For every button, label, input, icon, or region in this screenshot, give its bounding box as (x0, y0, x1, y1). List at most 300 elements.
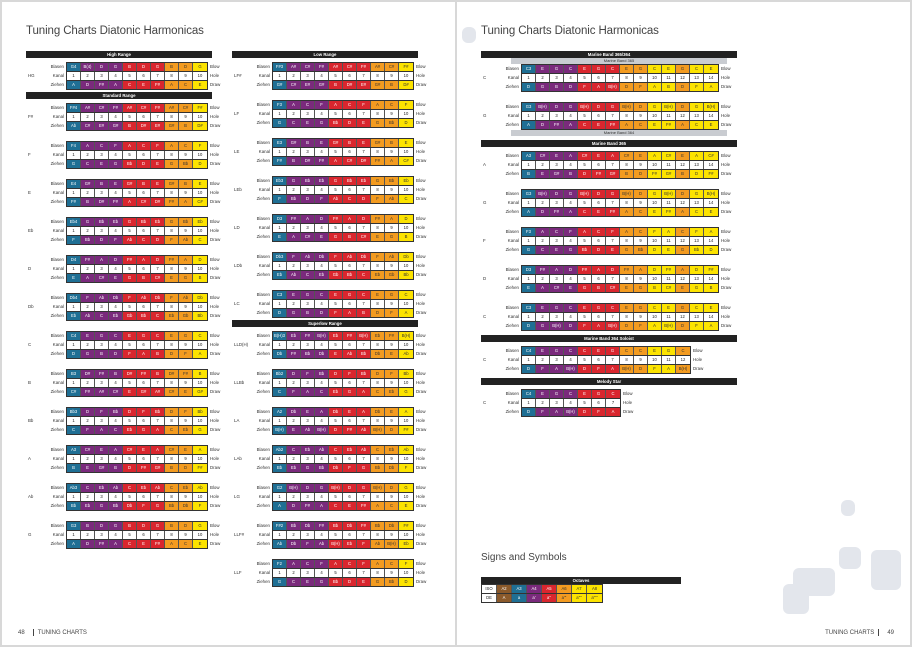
row-tag: Hole (210, 456, 220, 461)
note-cell: A (676, 121, 690, 129)
note-cell: 14 (704, 237, 718, 245)
note-cell: 2 (536, 399, 550, 407)
note-cell: 10 (648, 313, 662, 321)
note-cell: 3 (95, 227, 109, 235)
note-cell: A (522, 208, 536, 216)
note-cell: A (109, 81, 123, 89)
key-name: LC (234, 301, 240, 306)
note-cell: 2 (287, 493, 301, 501)
note-cell: 2 (81, 341, 95, 349)
row-tag: Blow (721, 229, 731, 234)
note-cell: G (329, 177, 343, 185)
row-tag: Hole (210, 342, 220, 347)
note-cell: C (329, 446, 343, 454)
row-tag: Blow (721, 305, 731, 310)
tuning-section (232, 51, 426, 320)
octave-row (482, 594, 602, 603)
note-cell: A (550, 266, 564, 274)
note-cell: C (81, 160, 95, 168)
note-row-draw (273, 350, 413, 359)
note-cell: F (399, 464, 413, 472)
note-cell: 7 (151, 227, 165, 235)
note-cell: 6 (137, 531, 151, 539)
note-cell: 10 (193, 417, 207, 425)
key-name: A (483, 162, 486, 167)
note-cell: G2 (273, 484, 287, 492)
note-cell: A (109, 540, 123, 548)
note-cell: 9 (385, 569, 399, 577)
key-name: D (483, 276, 487, 281)
row-tag: Draw (416, 158, 427, 163)
spacer (26, 397, 220, 407)
note-cell: F (315, 101, 329, 109)
note-cell: F (690, 228, 704, 236)
note-cell: 5 (123, 531, 137, 539)
note-cell: 1 (522, 237, 536, 245)
note-cell: F (315, 560, 329, 568)
row-tags (208, 141, 220, 169)
note-cell: A (315, 502, 329, 510)
note-cell: 4 (564, 313, 578, 321)
row-label (26, 492, 66, 501)
note-cell: A (287, 233, 301, 241)
note-cell: 9 (179, 113, 193, 121)
note-cell: A (676, 208, 690, 216)
note-cell: G (634, 284, 648, 292)
note-cell: 1 (67, 151, 81, 159)
row-label (232, 185, 272, 194)
note-cell: F (329, 309, 343, 317)
octave-cell: DE (482, 594, 497, 602)
page-footer (14, 629, 87, 636)
note-cell: D (578, 365, 592, 373)
note-row-blow (522, 390, 620, 399)
note-row-blow (273, 177, 413, 186)
row-label (26, 80, 66, 89)
note-cell: 7 (357, 493, 371, 501)
note-cell: 5 (123, 493, 137, 501)
row-label (26, 103, 66, 112)
note-cell: E (704, 121, 718, 129)
note-cell: 10 (193, 341, 207, 349)
note-cell: C# (606, 284, 620, 292)
tuning-key-labels (26, 445, 66, 473)
note-cell: Eb (193, 218, 207, 226)
note-cell: 1 (273, 262, 287, 270)
note-cell: 5 (578, 313, 592, 321)
note-cell: Bb (109, 502, 123, 510)
note-cell: B (704, 284, 718, 292)
row-tags (414, 62, 426, 90)
row-name: Blasen (256, 178, 270, 183)
note-cell: D (137, 522, 151, 530)
note-cell: C (371, 388, 385, 396)
tuning-key-labels (481, 303, 521, 331)
row-tag: Hole (416, 456, 426, 461)
note-cell: Bb (578, 246, 592, 254)
note-cell: B (564, 170, 578, 178)
note-row-draw (67, 464, 207, 473)
note-cell: 1 (522, 313, 536, 321)
tuning-section (481, 140, 737, 335)
note-cell: C# (343, 157, 357, 165)
note-cell: D (634, 365, 648, 373)
note-cell: F (690, 322, 704, 330)
note-cell: A (634, 266, 648, 274)
note-cell: Bb (690, 246, 704, 254)
note-cell: C (357, 291, 371, 299)
note-row-hole (522, 199, 718, 208)
spacer (232, 280, 426, 290)
row-name: Ziehen (505, 84, 519, 89)
note-cell: G (151, 502, 165, 510)
note-row-draw (273, 309, 413, 318)
note-cell: G (385, 233, 399, 241)
note-cell: 3 (550, 199, 564, 207)
note-cell: A2 (273, 408, 287, 416)
note-cell: F (357, 540, 371, 548)
note-cell: Bb (193, 408, 207, 416)
note-cell: 12 (676, 313, 690, 321)
note-row-hole (67, 417, 207, 426)
tuning-block (26, 445, 220, 473)
row-tag: Blow (210, 485, 220, 490)
octave-cell: a' (527, 594, 542, 602)
note-cell: Bb (67, 502, 81, 510)
note-cell: Bb (343, 177, 357, 185)
note-row-blow (522, 190, 718, 199)
note-cell: C3 (522, 304, 536, 312)
note-cell: B (81, 522, 95, 530)
row-label (232, 425, 272, 434)
tuning-block (232, 62, 426, 90)
note-cell: A (536, 228, 550, 236)
octave-cell: a''''' (587, 594, 602, 602)
tuning-key-labels (481, 227, 521, 255)
octave-cell: A3 (512, 585, 527, 593)
note-cell: C (301, 560, 315, 568)
note-cell: D# (81, 370, 95, 378)
note-cell: D (151, 236, 165, 244)
note-row-hole (67, 341, 207, 350)
row-tag: Draw (210, 199, 221, 204)
note-cell: 6 (343, 300, 357, 308)
row-tag: Hole (721, 75, 731, 80)
tuning-section (26, 92, 220, 551)
note-cell: Bb (301, 177, 315, 185)
spacer (232, 587, 426, 589)
note-cell: D (151, 256, 165, 264)
note-cell: C4 (522, 390, 536, 398)
row-tag: Hole (721, 113, 731, 118)
note-cell: D (620, 322, 634, 330)
note-cell: D# (301, 157, 315, 165)
spacer (26, 283, 220, 293)
row-name: Ziehen (256, 234, 270, 239)
note-cell: 10 (399, 110, 413, 118)
note-cell: 3 (550, 313, 564, 321)
row-tags (414, 176, 426, 204)
key-name: G (28, 532, 32, 537)
note-cell: D# (165, 370, 179, 378)
note-row-hole (522, 356, 690, 365)
tuning-key-labels (481, 346, 521, 374)
note-cell: A (648, 152, 662, 160)
note-cell: 3 (301, 455, 315, 463)
note-cell: 7 (357, 455, 371, 463)
row-name: Blasen (256, 371, 270, 376)
row-label (232, 138, 272, 147)
tuning-block (26, 141, 220, 169)
note-cell: 4 (109, 72, 123, 80)
left-page (2, 2, 455, 645)
note-cell: C3 (522, 65, 536, 73)
spacer (481, 255, 737, 265)
note-cell: B3 (67, 370, 81, 378)
note-cell: 14 (704, 74, 718, 82)
row-tag: Blow (210, 333, 220, 338)
note-cell: D (193, 160, 207, 168)
note-cell: 14 (704, 199, 718, 207)
note-cell: 12 (676, 237, 690, 245)
note-cell: D (301, 484, 315, 492)
note-cell: 1 (67, 265, 81, 273)
note-cell: E (137, 540, 151, 548)
note-cell: 8 (620, 275, 634, 283)
note-cell: C (165, 484, 179, 492)
note-cell: A (193, 446, 207, 454)
note-cell: 8 (620, 356, 634, 364)
note-cell: C (620, 347, 634, 355)
note-cell: D (123, 408, 137, 416)
note-cell: F# (109, 198, 123, 206)
row-name: Ziehen (50, 389, 64, 394)
note-cell: G4 (67, 63, 81, 71)
note-cell: C# (385, 63, 399, 71)
row-label (232, 492, 272, 501)
note-cell: D (179, 522, 193, 530)
note-cell: G (690, 190, 704, 198)
note-cell: 6 (592, 399, 606, 407)
note-cell: 2 (536, 112, 550, 120)
row-tag: Blow (721, 66, 731, 71)
note-grid (521, 346, 691, 374)
note-cell: D (165, 408, 179, 416)
note-cell: 7 (357, 300, 371, 308)
row-tag: Hole (416, 263, 426, 268)
note-cell: A (620, 121, 634, 129)
note-cell: Ab (287, 271, 301, 279)
row-tags (414, 445, 426, 473)
octave-cell: a''' (557, 594, 572, 602)
note-cell: F# (315, 157, 329, 165)
note-cell: 7 (151, 151, 165, 159)
row-label (232, 331, 272, 340)
note-cell: 3 (301, 148, 315, 156)
note-cell: E (620, 284, 634, 292)
note-cell: 5 (123, 417, 137, 425)
note-cell: G (137, 426, 151, 434)
key-name: C (483, 400, 487, 405)
note-cell: Eb3 (273, 177, 287, 185)
tuning-block (232, 483, 426, 511)
note-cell: A3 (67, 446, 81, 454)
note-cell: A (329, 560, 343, 568)
row-label (232, 156, 272, 165)
note-cell: A (165, 142, 179, 150)
tuning-block (481, 151, 737, 179)
note-cell: F (606, 228, 620, 236)
note-cell: E (592, 347, 606, 355)
note-cell: G (399, 484, 413, 492)
note-grid (66, 483, 208, 511)
row-label (232, 109, 272, 118)
note-cell: 6 (592, 356, 606, 364)
note-cell: 2 (81, 417, 95, 425)
note-cell: C (109, 332, 123, 340)
note-cell: G (550, 390, 564, 398)
tuning-block (232, 290, 426, 318)
octave-cell: a (512, 594, 527, 602)
note-cell: 6 (137, 341, 151, 349)
note-cell: 3 (95, 303, 109, 311)
row-tag: Hole (210, 190, 220, 195)
row-label (26, 150, 66, 159)
note-cell: 8 (371, 531, 385, 539)
row-label (26, 197, 66, 206)
note-cell: G (95, 502, 109, 510)
note-cell: A (301, 215, 315, 223)
note-cell: E (578, 65, 592, 73)
row-name: Blasen (50, 257, 64, 262)
note-cell: B (165, 464, 179, 472)
note-cell: F (193, 502, 207, 510)
row-label (26, 255, 66, 264)
row-tags (208, 369, 220, 397)
note-cell: 5 (578, 74, 592, 82)
note-grid (521, 151, 719, 179)
note-cell: Ab (273, 540, 287, 548)
note-cell: 10 (399, 493, 413, 501)
note-cell: C# (704, 152, 718, 160)
note-cell: C (179, 540, 193, 548)
note-cell: A (648, 322, 662, 330)
note-cell: C (343, 560, 357, 568)
row-label (481, 73, 521, 82)
note-cell: G# (315, 81, 329, 89)
note-cell: B (343, 233, 357, 241)
row-name: Kanal (507, 200, 519, 205)
row-tag: Draw (210, 237, 221, 242)
tuning-key-labels (26, 521, 66, 549)
note-cell: D3 (522, 266, 536, 274)
tuning-block (26, 407, 220, 435)
key-name: D (28, 266, 32, 271)
note-cell: 9 (179, 455, 193, 463)
note-cell: 4 (109, 227, 123, 235)
note-cell: 10 (193, 455, 207, 463)
note-cell: C (123, 540, 137, 548)
row-tag: Draw (721, 122, 732, 127)
note-cell: D (522, 365, 536, 373)
note-cell: E (287, 291, 301, 299)
note-cell: 4 (315, 455, 329, 463)
row-name: Blasen (505, 229, 519, 234)
note-cell: D4 (67, 256, 81, 264)
row-label (232, 214, 272, 223)
row-tags (208, 445, 220, 473)
note-cell: 2 (536, 356, 550, 364)
row-tag: Blow (416, 447, 426, 452)
note-cell: B(H) (315, 426, 329, 434)
spacer (26, 359, 220, 369)
note-cell: D (690, 266, 704, 274)
tuning-key-labels (481, 64, 521, 92)
section-subfooter: Marine Band 364 (511, 130, 727, 136)
spacer (26, 511, 220, 521)
note-row-hole (522, 161, 718, 170)
note-cell: E (137, 81, 151, 89)
note-cell: 4 (315, 379, 329, 387)
note-cell: E (676, 152, 690, 160)
row-label (481, 321, 521, 330)
note-cell: Bb (315, 370, 329, 378)
note-cell: G (287, 177, 301, 185)
row-label (481, 389, 521, 398)
spacer (26, 131, 220, 141)
note-cell: 9 (179, 493, 193, 501)
row-name: Ziehen (50, 541, 64, 546)
note-cell: F# (550, 208, 564, 216)
note-cell: A (662, 228, 676, 236)
note-cell: F# (662, 208, 676, 216)
note-cell: 5 (578, 199, 592, 207)
row-tags (414, 369, 426, 397)
note-cell: E (662, 304, 676, 312)
note-cell: 3 (550, 275, 564, 283)
note-row-draw (67, 81, 207, 90)
key-name: LF# (234, 73, 242, 78)
note-cell: C (634, 347, 648, 355)
note-cell: 5 (123, 455, 137, 463)
note-cell: 7 (606, 356, 620, 364)
note-cell: D (315, 309, 329, 317)
note-cell: 8 (165, 113, 179, 121)
note-cell: Eb (371, 332, 385, 340)
row-name: Ziehen (50, 351, 64, 356)
note-cell: D (522, 83, 536, 91)
note-cell: G (343, 388, 357, 396)
note-cell: E (301, 119, 315, 127)
note-cell: B (179, 180, 193, 188)
note-row-draw (522, 284, 718, 293)
note-cell: C (151, 312, 165, 320)
note-cell: A (165, 540, 179, 548)
note-cell: D (564, 266, 578, 274)
tuning-key-labels (26, 62, 66, 90)
row-name: Blasen (50, 447, 64, 452)
note-cell: Eb (385, 388, 399, 396)
row-name: Blasen (50, 295, 64, 300)
note-cell: 2 (81, 379, 95, 387)
tuning-key-labels (232, 100, 272, 128)
row-label (232, 71, 272, 80)
row-name: Ziehen (256, 503, 270, 508)
note-row-blow (522, 228, 718, 237)
note-cell: D3 (273, 215, 287, 223)
row-label (232, 80, 272, 89)
spacer (232, 397, 426, 407)
